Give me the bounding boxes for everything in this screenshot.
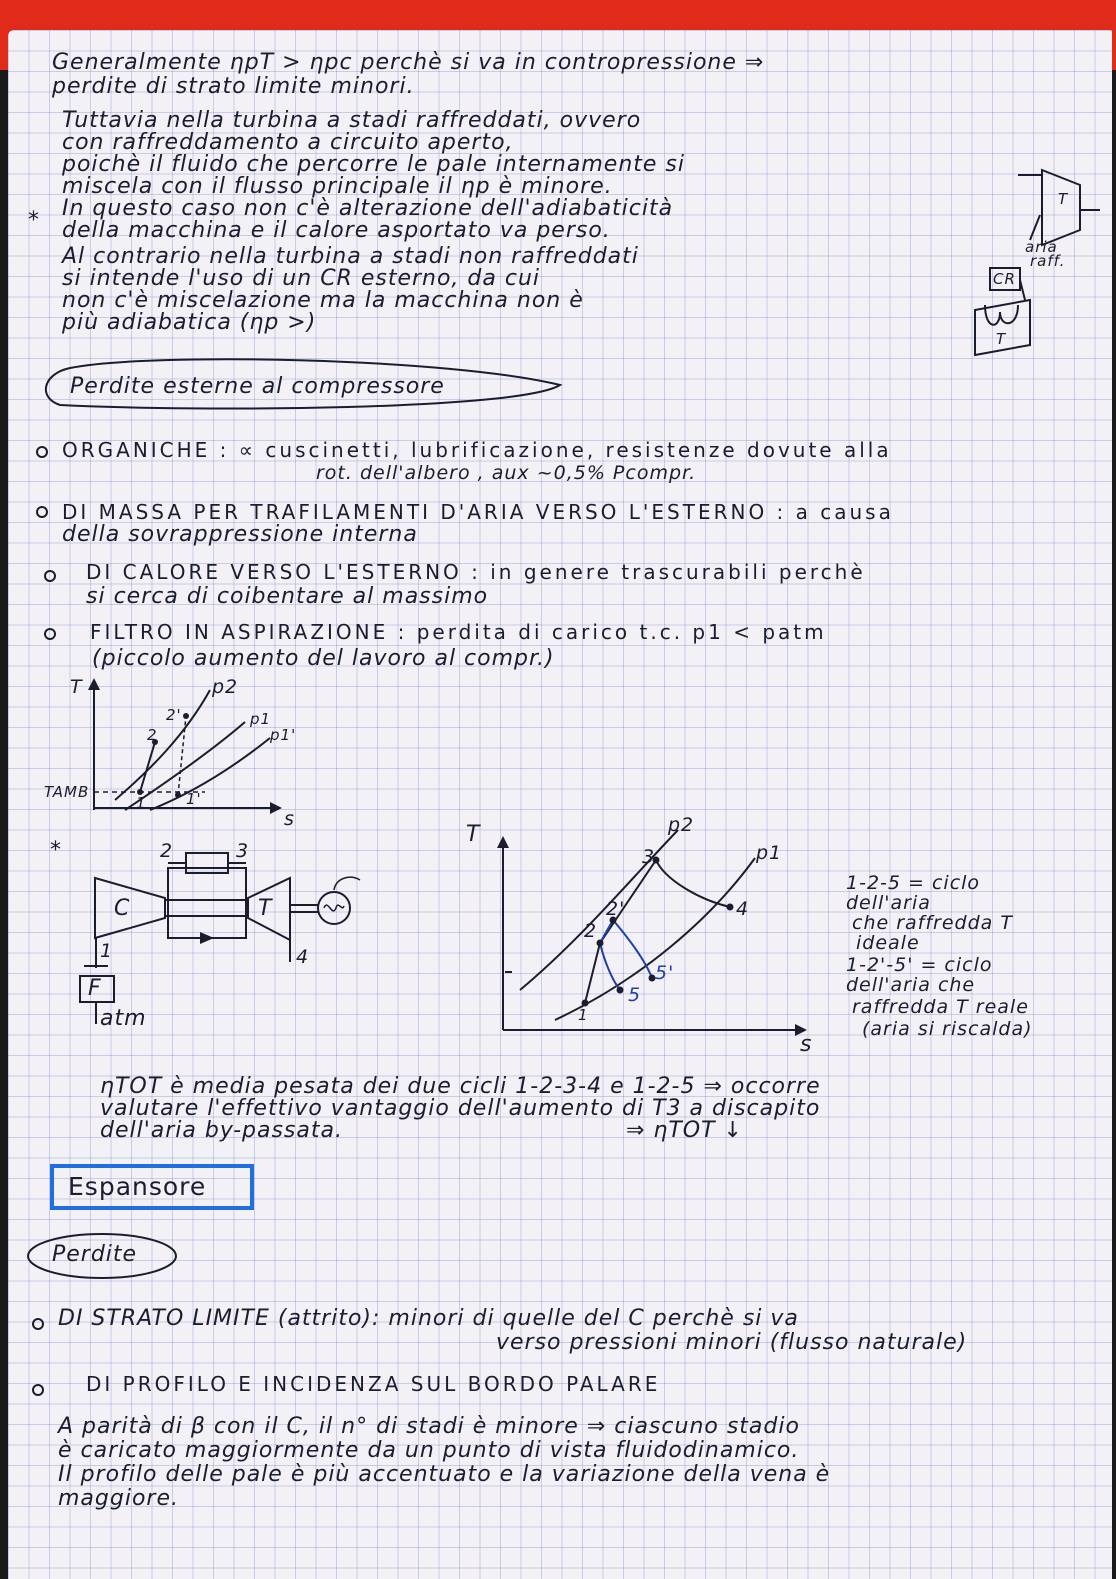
schematic-node-2: 2 <box>160 840 174 862</box>
espansore-title: Espansore <box>68 1172 207 1201</box>
bullet-dot <box>32 1384 44 1396</box>
ts1-p2: p2 <box>212 676 239 698</box>
ts1-pt2: 2 <box>147 726 158 744</box>
header-line-2: perdite di strato limite minori. <box>52 74 415 99</box>
legend-line-4: ideale <box>856 932 920 954</box>
turbine-p1-line-2: con raffreddamento a circuito aperto, <box>62 130 514 155</box>
turbine-p2-line-2: si intende l'uso di un CR esterno, da cui <box>62 266 541 291</box>
final-line-3: Il profilo delle pale è più accentuato e la variazione della vena è <box>58 1462 831 1487</box>
schematic-node-3: 3 <box>236 840 250 862</box>
legend-line-5: 1-2'-5' = ciclo <box>846 954 993 976</box>
schematic-atm-label: atm <box>100 1006 147 1031</box>
bullet-strato-b: verso pressioni minori (flusso naturale) <box>496 1330 968 1355</box>
eta-line-2: valutare l'effettivo vantaggio dell'aumento di T3 a discapito <box>100 1096 821 1121</box>
ts2-axis-s: s <box>800 1032 813 1057</box>
eta-line-3: dell'aria by-passata. <box>100 1118 343 1143</box>
schematic-filter-label: F <box>88 976 102 1001</box>
turbine-p2-line-3: non c'è miscelazione ma la macchina non è <box>62 288 584 313</box>
turbine-p1-line-5: In questo caso non c'è alterazione dell'adiabaticità <box>62 196 674 221</box>
side-turbine-label: T <box>1058 190 1069 208</box>
ts1-pt2p: 2' <box>166 706 182 724</box>
ts1-axis-T: T <box>70 676 83 698</box>
schematic-asterisk: * <box>50 838 62 863</box>
ts1-pt1p: 1' <box>186 790 202 808</box>
final-line-2: è caricato maggiormente da un punto di vista fluidodinamico. <box>58 1438 800 1463</box>
perdite-subtitle: Perdite <box>52 1242 138 1267</box>
bullet-dot <box>32 1318 44 1330</box>
turbine-p2-line-4: più adiabatica (ηp >) <box>62 310 317 335</box>
bullet-massa-a: DI MASSA PER TRAFILAMENTI D'ARIA VERSO L'ESTERNO : a causa <box>62 500 894 524</box>
ts2-pt5: 5 <box>628 984 642 1006</box>
turbine-p1-line-3: poichè il fluido che percorre le pale internamente si <box>62 152 685 177</box>
side-raff-label: raff. <box>1030 252 1066 270</box>
ts2-pt5p: 5' <box>655 962 675 984</box>
ts2-pt4: 4 <box>736 898 750 920</box>
ts1-p1: p1 <box>250 710 272 728</box>
bullet-calore-b: si cerca di coibentare al massimo <box>86 584 489 609</box>
bullet-organiche-b: rot. dell'albero , aux ~0,5% Pcompr. <box>316 462 697 484</box>
bullet-filtro-b: (piccolo aumento del lavoro al compr.) <box>92 646 555 671</box>
ts2-p2: p2 <box>668 814 695 836</box>
ts1-pt1: 1 <box>136 794 147 812</box>
bullet-massa-b: della sovrappressione interna <box>62 522 418 547</box>
ts2-pt1: 1 <box>578 1006 589 1024</box>
schematic-compressor-label: C <box>114 896 131 921</box>
legend-line-3: che raffredda T <box>852 912 1013 934</box>
legend-line-6: dell'aria che <box>846 974 976 996</box>
bullet-strato-a: DI STRATO LIMITE (attrito): minori di quelle del C perchè si va <box>58 1306 799 1331</box>
turbine-p1-line-4: miscela con il flusso principale il ηp è minore. <box>62 174 613 199</box>
turbine-p2-line-1: Al contrario nella turbina a stadi non raffreddati <box>62 244 639 269</box>
ts1-axis-s: s <box>284 808 295 830</box>
header-line-1: Generalmente ηpT > ηpc perchè si va in contropressione ⇒ <box>52 50 765 75</box>
schematic-node-1: 1 <box>100 940 114 962</box>
side-turbine2-label: T <box>996 330 1007 348</box>
section1-title: Perdite esterne al compressore <box>70 374 445 399</box>
ts2-pt2: 2 <box>584 920 598 942</box>
final-line-4: maggiore. <box>58 1486 179 1511</box>
ts2-axis-T: T <box>466 822 481 847</box>
schematic-node-4: 4 <box>296 946 310 968</box>
legend-line-1: 1-2-5 = ciclo <box>846 872 981 894</box>
ts2-pt2p: 2' <box>606 898 626 920</box>
eta-line-1: ηTOT è media pesata dei due cicli 1-2-3-4 e 1-2-5 ⇒ occorre <box>100 1074 821 1099</box>
bullet-profilo-a: DI PROFILO E INCIDENZA SUL BORDO PALARE <box>86 1372 661 1396</box>
schematic-turbine-label: T <box>258 896 273 921</box>
side-aria-label: aria <box>1025 238 1058 256</box>
legend-line-2: dell'aria <box>846 892 931 914</box>
bullet-filtro-a: FILTRO IN ASPIRAZIONE : perdita di carico t.c. p1 < patm <box>90 620 827 644</box>
ts1-p1prime: p1' <box>270 726 297 744</box>
legend-line-7: raffredda T reale <box>852 996 1029 1018</box>
bullet-organiche-a: ORGANICHE : ∝ cuscinetti, lubrificazione, resistenze dovute alla <box>62 438 892 462</box>
turbine-p1-line-6: della macchina e il calore asportato va perso. <box>62 218 611 243</box>
final-line-1: A parità di β con il C, il n° di stadi è minore ⇒ ciascuno stadio <box>58 1414 800 1439</box>
legend-line-8: (aria si riscalda) <box>862 1018 1033 1040</box>
eta-conclusion: ⇒ ηTOT ↓ <box>626 1118 743 1143</box>
ts2-p1: p1 <box>756 842 783 864</box>
asterisk-mark: * <box>28 208 40 233</box>
side-cr-label: CR <box>993 270 1016 288</box>
bullet-calore-a: DI CALORE VERSO L'ESTERNO : in genere trascurabili perchè <box>86 560 866 584</box>
ts2-pt3: 3 <box>642 846 656 868</box>
turbine-p1-line-1: Tuttavia nella turbina a stadi raffreddati, ovvero <box>62 108 642 133</box>
ts1-tamb: TAMB <box>44 783 90 801</box>
